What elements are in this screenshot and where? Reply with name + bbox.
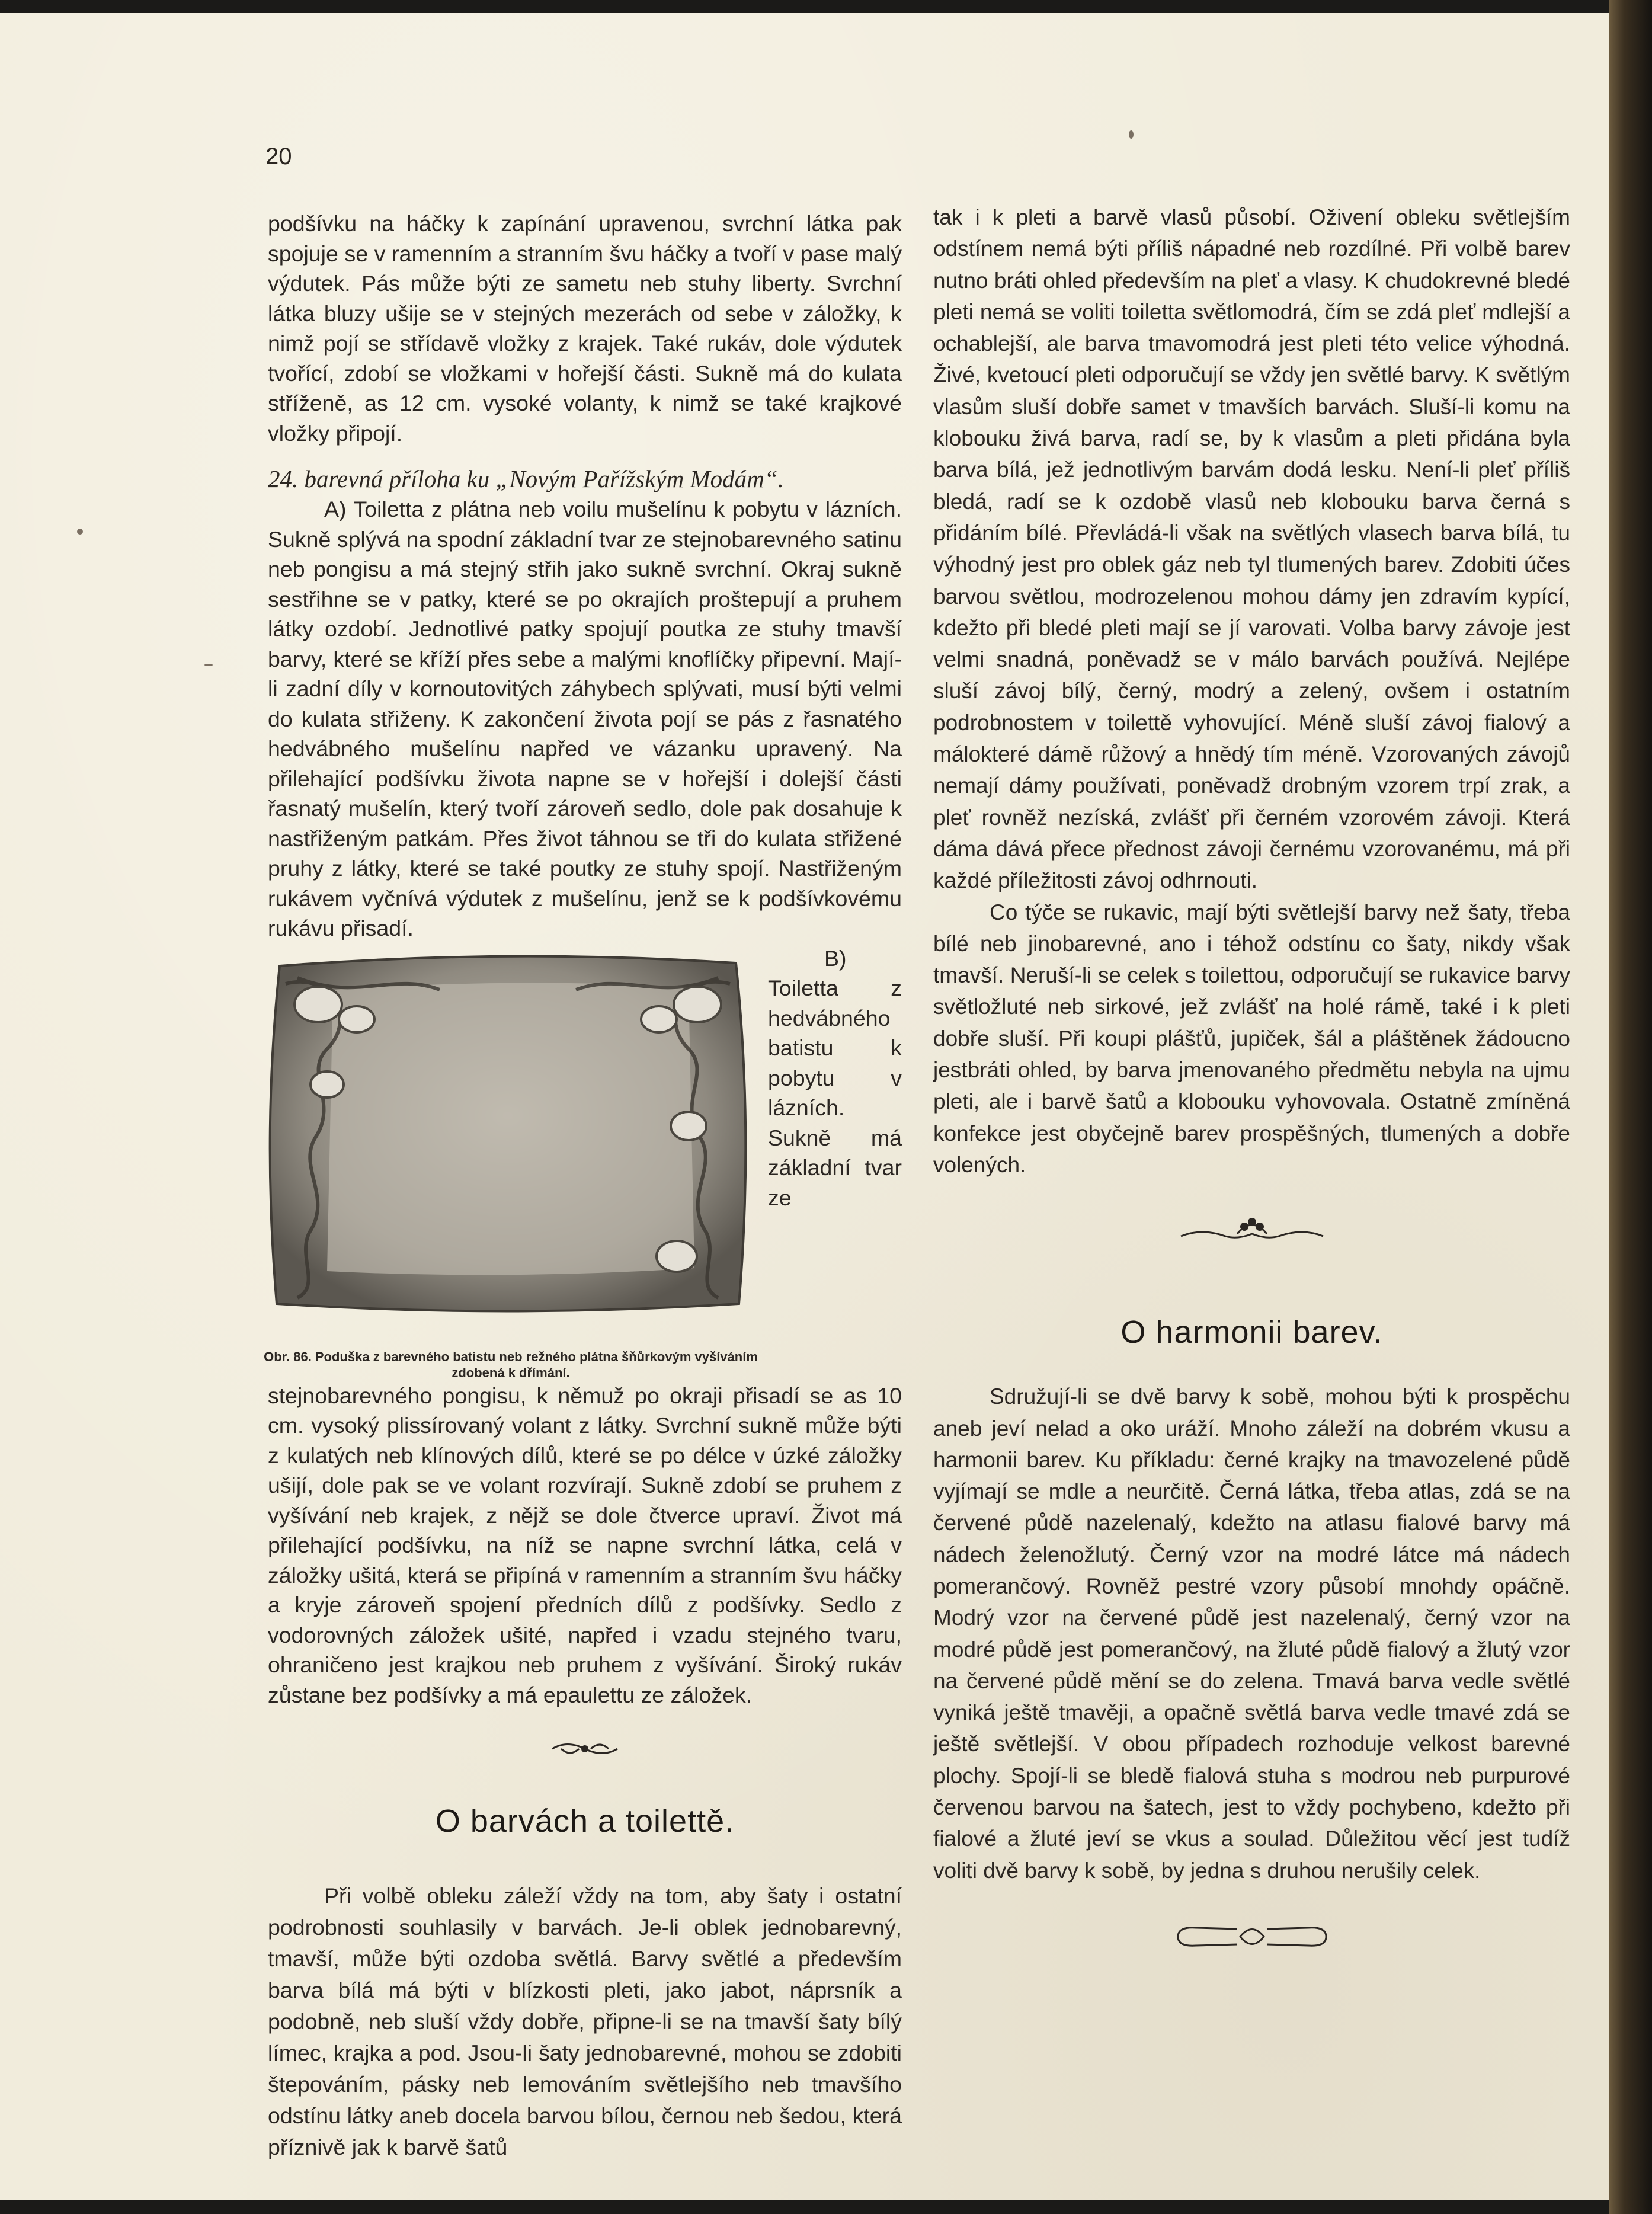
scroll-ornament-footer	[1172, 1922, 1332, 1951]
left-column	[264, 209, 902, 2163]
right-paragraph-3: Sdružují-li se dvě barvy k sobě, mohou býti k prospěchu aneb jeví nelad a oko uráží. Mnoho záleží na dobrém vkusu a harmonii barev. Ku příkladu: černé krajky na tmavozelené půdě vyjímají se mdle a neurčitě. Černá látka, třeba atlas, zdá se na červené půdě nazelenalý, kdežto na atlasu fialové barvy má nádech želenožlutý. Černý vzor na modré látce má nádech pomerančový. Rovněž pestré vzory působí mnohdy opáčně. Modrý vzor na červené půdě jest nazelenalý, černý vzor na modré půdě jest pomerančový, na žluté půdě fialový a žlutý vzor na červené půdě mění se do zelena. Tmavá barva vedle světlé vyniká ještě tmavěji, a opačně světlá barva vedle tmavé zdá se ještě světlejší. V obou případech rozhoduje velkost barevné plochy. Spojí-li se bledě fialová stuha s modrou neb purpurové červenou barvou na šatech, jest to vždy pochybeno, kdežto při fialové a žluté jeví se vkus a soulad. Důležitou věcí jest tudíž voliti dvě barvy k sobě, by jedna s druhou nerušily celek.	[933, 1384, 1570, 1883]
paragraph-a: A) Toiletta z plátna neb voilu mušelínu k pobytu v lázních. Sukně splývá na spodní základní tvar ze stejnobarevného satinu neb pongisu a má stejný střih jako sukně svrchní. Okraj sukně sestřihne se v patky, které se po okrajích proštepují a pruhem látky ozdobí. Jednotlivé patky spojují poutka ze stuhy tmavší barvy, které se kříží přes sebe a malými knoflíčky připevní. Mají-li zadní díly v kornoutovitých záhybech splývati, musí býti velmi do kulata střiženy. K zakončení života pojí se pás z řasnatého hedvábného mušelínu napřed ve vázanku upravený. Na přilehající podšívku života napne se v hořejší i dolejší části řasnatý mušelín, který tvoří zároveň sedlo, dole pak dosahuje k nastřiženým patkám. Přes život táhnou se tři do kulata střižené pruhy z látky, které se také poutky ze stuhy spojí. Nastřiženým rukávem vyčnívá výdutek z mušelínu, jenž se k podšívkovému rukávu přisadí.	[268, 497, 902, 940]
paper-speck	[1129, 130, 1134, 139]
paper-speck	[204, 664, 213, 666]
right-paragraph-2: Co týče se rukavic, mají býti světlejší barvy než šaty, třeba bílé neb jinobarevné, ano i téhož odstínu co šaty, nikdy však tmavší. Neruší-li se celek s toilettou, odporučují se rukavice barvy světložluté neb sirkové, jež zvlášť na holé rámě, také i k pleti dobře sluší. Při koupi plášťů, jupiček, šál a pláštěnek žádoucno jestbráti ohled, by barva jmenovaného předmětu nebyla na ujmu pleti, ale i barvě šatů a klobouku vyhovovala. Ostatně zmíněná konfekce jest obyčejně barev prospěšných, tlumených a dobře volených.	[933, 900, 1570, 1177]
paragraph-b: B) Toiletta z hedvábného batistu k pobytu v lázních. Sukně má základní tvar ze stejnobarevného pongisu, k němuž po okraji přisadí se as 10 cm. vysoký plissírovaný volant z látky. Svrchní sukně může býti z kulatých neb klínových dílů, které se po délce v úzké záložky ušijí, dole pak se ve volant rozvírají. Sukně zdobí se pruhem z vyšívání neb krajek, z nějž se dole čtverce upraví. Život má přilehající podšívku, na níž se napne svrchní látka, celá v záložky ušitá, která se připíná v ramenním a stranním švu háčky a kryje zároveň spojení předních dílů z podšívky. Sedlo z vodorovných záložek ušité, napřed i vzadu stejného tvaru, ohraničeno jest krajkou neb pruhem z vyšívání. Široký rukáv zůstane bez podšívky a má epaulettu ze záložek.	[268, 945, 902, 1707]
section-paragraph-colors: Při volbě obleku záleží vždy na tom, aby šaty i ostatní podrobnosti souhlasily v barvách. Je-li oblek jednobarevný, tmavší, může býti ozdoba světlá. Barvy světlé a především barva bílá má býti v blízkosti pleti, jako jabot, náprsník a podobně, neb sluší vždy dobře, připne-li se na tmavší šaty bílý límec, krajka a pod. Jsou-li šaty jednobarevné, mohou se zdobiti štepováním, pásky neb lemováním světlejšího neb tmavšího odstínu látky aneb docela barvou bílou, černou neb šedou, která příznivě jak k barvě šatů	[268, 1883, 902, 2159]
floral-ornament-right	[1178, 1216, 1326, 1249]
paper-speck	[77, 529, 83, 535]
right-column	[933, 201, 1570, 1951]
intro-paragraph: podšívku na háčky k zapínání upravenou, svrchní látka pak spojuje se v ramenním a stranním švu háčky a tvoří v pase malý výdutek. Pás může býti ze sametu neb stuhy liberty. Svrchní látka bluzy ušije se v stejných mezerách od sebe v záložky, k nimž pojí se střídavě vložky z krajek. Také rukáv, dole výdutek tvořící, zdobí se vložkami v hořejší části. Sukně má do kulata stříženě, as 12 cm. vysoké volanty, k nimž se také krajkové vložky připojí.	[268, 211, 902, 446]
section-title-harmony: O harmonii barev.	[1120, 1314, 1383, 1351]
binding-gutter	[1609, 0, 1652, 2214]
page-sheet	[0, 13, 1609, 2200]
page-number: 20	[265, 143, 292, 169]
right-paragraph-1: tak i k pleti a barvě vlasů působí. Oživení obleku světlejším odstínem nemá býti příliš nápadné neb rozdílné. Při volbě barev nutno bráti ohled především na pleť a vlasy. K chudokrevné bledé pleti nemá se voliti toiletta světlomodrá, čím se zdá pleť mdlejší a ochablejší, ale barva tmavomodrá jest pleti této velice výhodná. Živé, kvetoucí pleti odporučují se vždy jen světlé barvy. K světlým vlasům sluší dobře samet v tmavších barvách. Sluší-li komu na klobouku živá barva, radí se, by k vlasům a pleti přidána byla barva bílá, jež jednotlivým barvám dodá lesku. Není-li pleť příliš bledá, radí se k ozdobě vlasů neb klobouku barva černá s přidáním bílé. Převládá-li však na světlých vlasech barva bílá, tu výhodný jest pro oblek gáz neb tyl tlumených barev. Zdobiti účes barvou světlou, modrozelenou mohou dámy jen zdravím kypící, kdežto při bledé pleti mají se jí varovati. Volba barvy závoje jest velmi snadná, poněvadž se v málo barvách používá. Nejlépe sluší závoj bílý, černý, modrý a zelený, ovšem i ostatním podrobnostem v toilettě vyhovující. Méně sluší závoj fialový a málokteré dámě růžový a hnědý tím méně. Vzorovaných závojů nemají dámy používati, poněvadž drobným vzorem trpí zrak, a pleť rovněž nezíská, zvlášť při černém vzorovém závoji. Která dáma dává přece přednost závoji černému vzorovanému, má při každé příležitosti závoj odhrnouti.	[933, 205, 1570, 893]
figure-pillow	[262, 948, 760, 1381]
floral-ornament-left	[549, 1737, 620, 1761]
figure-caption: Obr. 86. Poduška z barevného batistu neb režného plátna šňůrkovým vyšíváním zdobená k dřímání.	[264, 1349, 758, 1380]
plate-heading: 24. barevná příloha ku „Novým Pařížským Modám“.	[268, 465, 784, 492]
section-title-colors-toilette: O barvách a toilettě.	[435, 1803, 735, 1839]
figure-wrap-zone	[264, 943, 902, 1710]
pillow-illustration	[262, 948, 754, 1316]
